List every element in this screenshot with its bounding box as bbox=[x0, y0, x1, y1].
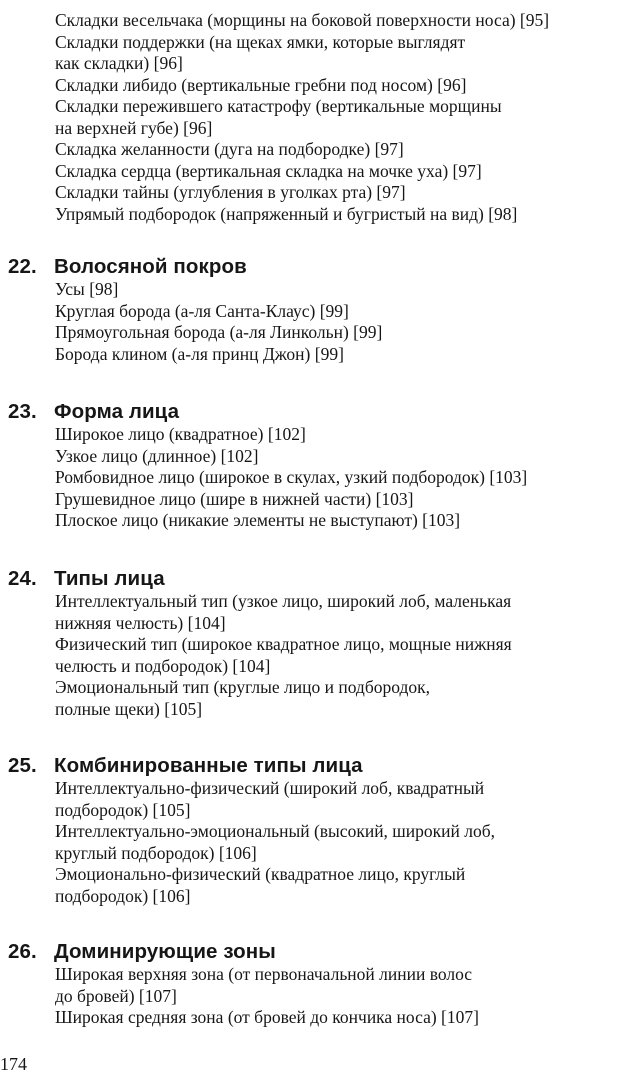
list-item: Физический тип (широкое квадратное лицо, мощные нижняя bbox=[55, 634, 512, 654]
section-title: Доминирующие зоны bbox=[54, 940, 276, 963]
section-title: Типы лица bbox=[54, 567, 165, 590]
section-number: 24. bbox=[8, 567, 37, 590]
section-number: 26. bbox=[8, 940, 37, 963]
intro-entry-list bbox=[55, 10, 615, 225]
list-item: Складка сердца (вертикальная складка на мочке уха) [97] bbox=[55, 160, 482, 181]
list-item: Прямоугольная борода (а-ля Линкольн) [99] bbox=[55, 322, 383, 342]
list-item: Грушевидное лицо (шире в нижней части) [103] bbox=[55, 488, 414, 509]
list-item: Широкое лицо (квадратное) [102] bbox=[55, 424, 306, 444]
list-item: Борода клином (а-ля принц Джон) [99] bbox=[55, 343, 344, 364]
list-item: Широкая средняя зона (от бровей до кончика носа) [107] bbox=[55, 1007, 479, 1027]
list-item: нижняя челюсть) [104] bbox=[55, 612, 226, 633]
list-item: Эмоционально-физический (квадратное лицо, круглый bbox=[55, 864, 466, 884]
section-heading bbox=[8, 567, 608, 591]
list-item: Упрямый подбородок (напряженный и бугристый на вид) [98] bbox=[55, 203, 518, 224]
list-item: Широкая верхняя зона (от первоначальной линии волос bbox=[55, 964, 473, 984]
section-title: Волосяной покров bbox=[54, 255, 247, 278]
list-item: на верхней губе) [96] bbox=[55, 117, 213, 138]
list-item: Интеллектуально-физический (широкий лоб, квадратный bbox=[55, 778, 485, 798]
list-item: Усы [98] bbox=[55, 279, 119, 299]
section-number: 22. bbox=[8, 255, 37, 278]
section-entry-list bbox=[55, 424, 608, 532]
list-item: подбородок) [106] bbox=[55, 885, 191, 906]
list-item: Интеллектуально-эмоциональный (высокий, широкий лоб, bbox=[55, 821, 496, 841]
list-item: Эмоциональный тип (круглые лицо и подбородок, bbox=[55, 677, 431, 697]
list-item: до бровей) [107] bbox=[55, 985, 177, 1006]
page-number: 174 bbox=[0, 1054, 27, 1074]
section-entry-list bbox=[55, 964, 608, 1029]
section-entry-list bbox=[55, 279, 608, 365]
section-heading bbox=[8, 754, 608, 778]
section-heading bbox=[8, 940, 608, 964]
section-entry-list bbox=[55, 778, 608, 907]
section-entry-list bbox=[55, 591, 608, 720]
list-item: Складки поддержки (на щеках ямки, которые выглядят bbox=[55, 31, 466, 52]
list-item: Складки весельчака (морщины на боковой поверхности носа) [95] bbox=[55, 10, 550, 30]
section-title: Комбинированные типы лица bbox=[54, 754, 363, 777]
list-item: челюсть и подбородок) [104] bbox=[55, 655, 271, 676]
section-title: Форма лица bbox=[54, 400, 180, 423]
list-item: Интеллектуальный тип (узкое лицо, широкий лоб, маленькая bbox=[55, 591, 512, 611]
list-item: подбородок) [105] bbox=[55, 799, 191, 820]
list-item: как складки) [96] bbox=[55, 53, 183, 73]
list-item: Складки пережившего катастрофу (вертикальные морщины bbox=[55, 96, 502, 116]
list-item: круглый подбородок) [106] bbox=[55, 842, 257, 863]
list-item: Ромбовидное лицо (широкое в скулах, узкий подбородок) [103] bbox=[55, 467, 528, 487]
section-heading bbox=[8, 400, 608, 424]
section-heading bbox=[8, 255, 608, 279]
list-item: Узкое лицо (длинное) [102] bbox=[55, 445, 259, 466]
list-item: Складка желанности (дуга на подбородке) [97] bbox=[55, 139, 404, 159]
list-item: Круглая борода (а-ля Санта-Клаус) [99] bbox=[55, 300, 349, 321]
section-25 bbox=[8, 754, 608, 907]
list-item: полные щеки) [105] bbox=[55, 698, 203, 719]
section-23 bbox=[8, 400, 608, 532]
section-24 bbox=[8, 567, 608, 720]
list-item: Складки либидо (вертикальные гребни под носом) [96] bbox=[55, 74, 467, 95]
section-number: 23. bbox=[8, 400, 37, 423]
section-number: 25. bbox=[8, 754, 37, 777]
list-item: Складки тайны (углубления в уголках рта) [97] bbox=[55, 182, 406, 202]
section-22 bbox=[8, 255, 608, 365]
section-26 bbox=[8, 940, 608, 1029]
list-item: Плоское лицо (никакие элементы не выступают) [103] bbox=[55, 510, 461, 530]
